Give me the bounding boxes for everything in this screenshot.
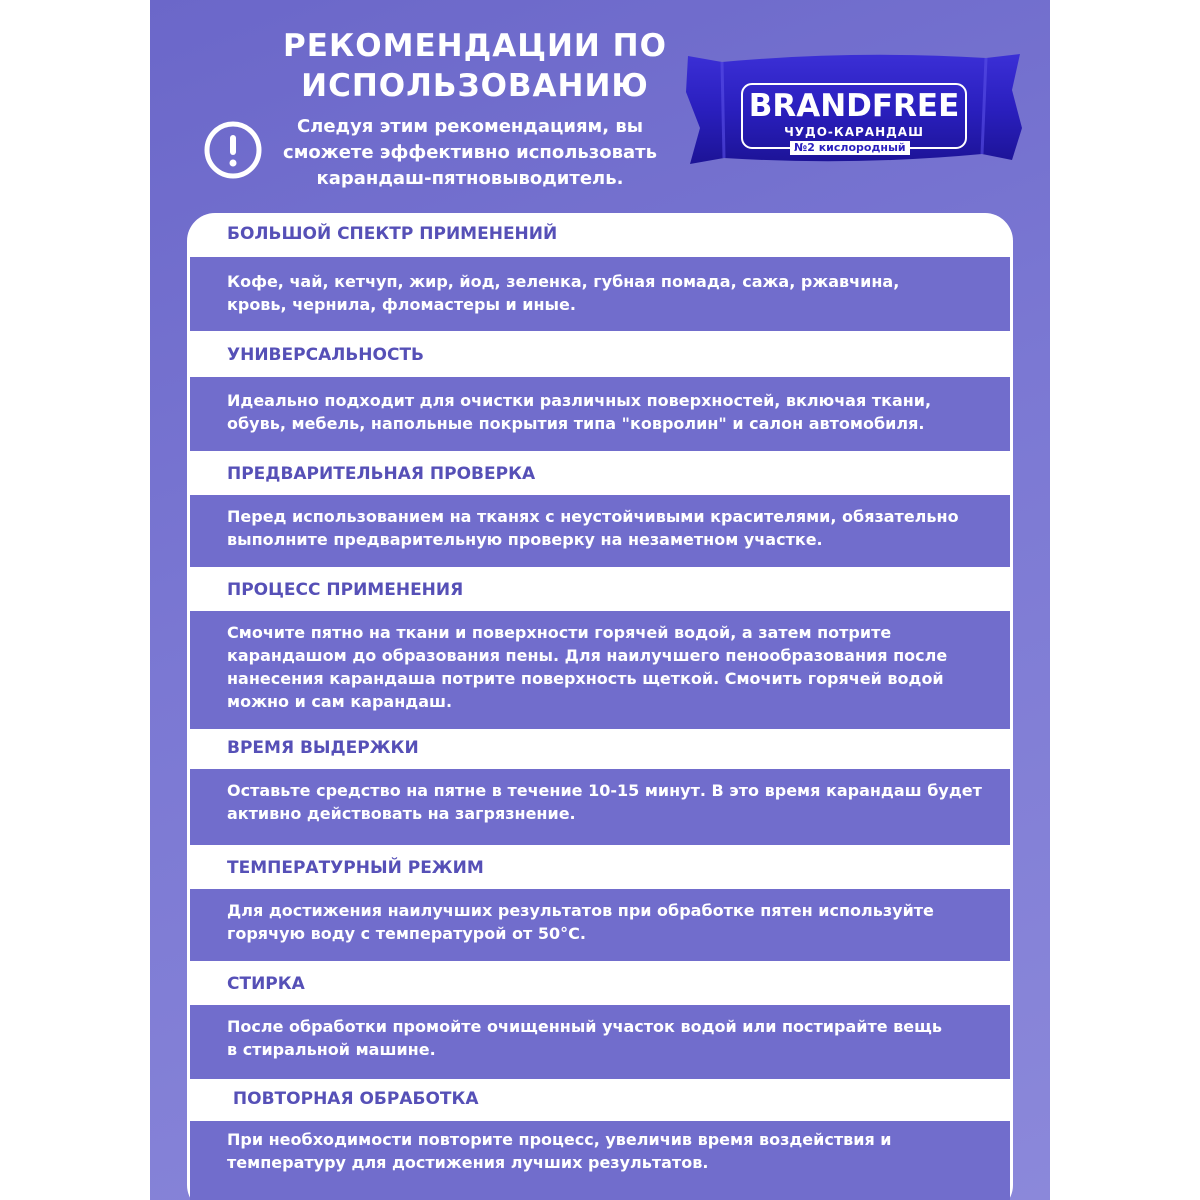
page-title [210,26,740,106]
intro-line: Следуя этим рекомендациям, вы [296,116,644,137]
section-body [190,611,1010,729]
product-name: ЧУДО-КАРАНДАШ [784,125,924,139]
section-title: ПРЕДВАРИТЕЛЬНАЯ ПРОВЕРКА [227,464,536,484]
text-line: обувь, мебель, напольные покрытия типа "ковролин" и салон автомобиля. [227,414,925,433]
section-title: ПОВТОРНАЯ ОБРАБОТКА [227,1089,479,1109]
section-body [190,769,1010,845]
section-body [190,257,1010,331]
section-text [227,389,990,435]
text-line: Кофе, чай, кетчуп, жир, йод, зеленка, губная помада, сажа, ржавчина, [227,272,900,291]
section-text [227,899,990,945]
text-line: карандашом до образования пены. Для наилучшего пенообразования после [227,646,948,665]
title-line: РЕКОМЕНДАЦИИ ПО [283,28,667,64]
section-body [190,889,1010,961]
section-body [190,1005,1010,1079]
section-text [227,505,990,551]
section-title: УНИВЕРСАЛЬНОСТЬ [227,345,425,365]
intro-line: сможете эффективно использовать [283,142,657,163]
section-text [227,1128,990,1174]
text-line: горячую воду с температурой от 50°С. [227,924,586,943]
exclamation-circle-icon [204,121,262,179]
text-line: Оставьте средство на пятне в течение 10-15 минут. В это время карандаш будет [227,781,982,800]
text-line: Для достижения наилучших результатов при обработке пятен используйте [227,901,934,920]
recommendations-card [187,213,1013,1200]
section-title: ВРЕМЯ ВЫДЕРЖКИ [227,738,419,758]
text-line: Перед использованием на тканях с неустойчивыми красителями, обязательно [227,507,959,526]
section-title: ТЕМПЕРАТУРНЫЙ РЕЖИМ [227,858,484,878]
title-line: ИСПОЛЬЗОВАНИЮ [301,68,649,104]
text-line: выполните предварительную проверку на незаметном участке. [227,530,823,549]
product-package-image [682,48,1026,168]
product-variant-badge: №2 кислородный [790,141,910,155]
text-line: температуру для достижения лучших результатов. [227,1153,709,1172]
section-title: БОЛЬШОЙ СПЕКТР ПРИМЕНЕНИЙ [227,224,558,244]
section-body [190,1121,1010,1200]
section-text [227,1015,990,1061]
text-line: нанесения карандаша потрите поверхность щеткой. Смочить горячей водой [227,669,944,688]
text-line: кровь, чернила, фломастеры и иные. [227,295,576,314]
intro-text [270,114,670,192]
section-body [190,495,1010,567]
intro-line: карандаш-пятновыводитель. [316,168,624,189]
text-line: Идеально подходит для очистки различных поверхностей, включая ткани, [227,391,932,410]
text-line: Смочите пятно на ткани и поверхности горячей водой, а затем потрите [227,623,892,642]
section-body [190,377,1010,451]
text-line: После обработки промойте очищенный участок водой или постирайте вещь [227,1017,942,1036]
infographic-panel [150,0,1050,1200]
text-line: При необходимости повторите процесс, увеличив время воздействия и [227,1130,892,1149]
section-text [227,621,990,713]
product-brand: BRANDFREE [748,88,960,124]
text-line: в стиральной машине. [227,1040,436,1059]
section-title: ПРОЦЕСС ПРИМЕНЕНИЯ [227,580,464,600]
section-text [227,270,990,316]
section-title: СТИРКА [227,974,305,994]
section-text [227,779,990,825]
text-line: можно и сам карандаш. [227,692,453,711]
text-line: активно действовать на загрязнение. [227,804,576,823]
